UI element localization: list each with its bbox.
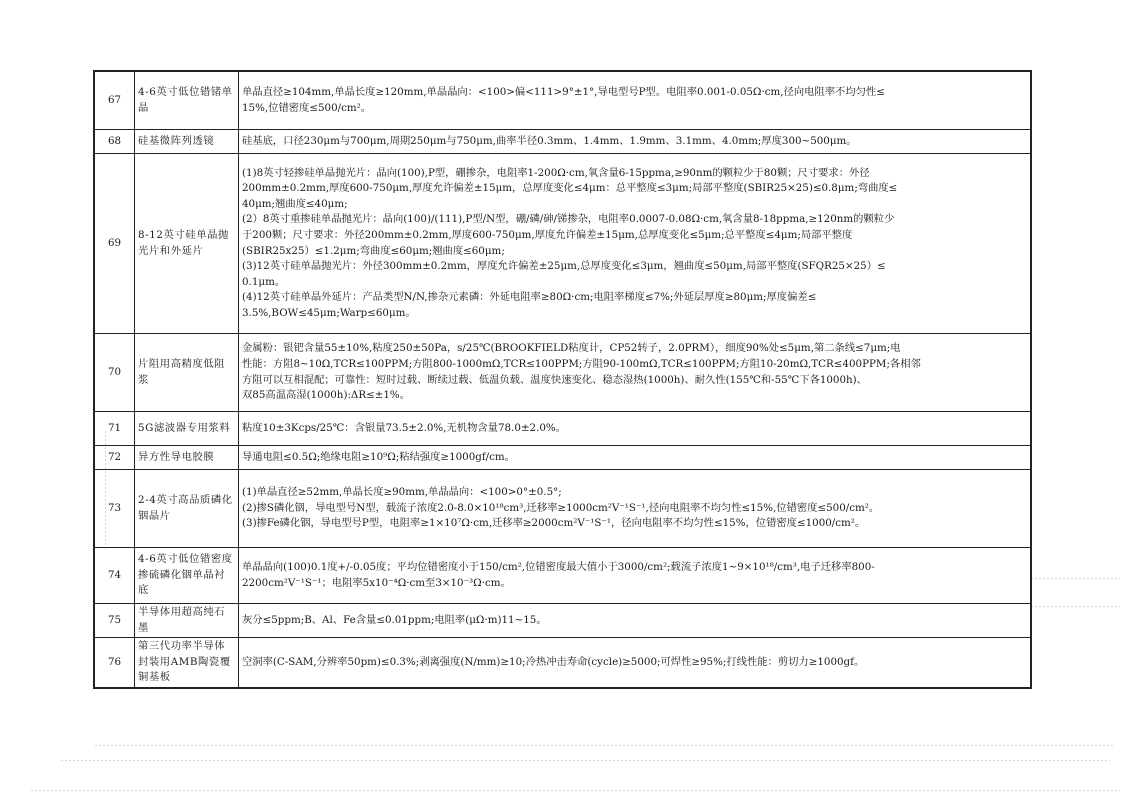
product-name: 5G滤波器专用浆料 xyxy=(135,412,239,446)
product-name: 片阻用高精度低阻浆 xyxy=(135,334,239,412)
specification-line: (4)12英寸硅单晶外延片：产品类型N/N,掺杂元素磷：外延电阻率≥80Ω·cm;电阻率梯度≤7%;外延层厚度≥80μm;厚度偏差≤ xyxy=(242,291,817,304)
specification-line: 灰分≤5ppm;B、Al、Fe含量≤0.01ppm;电阻率(μΩ·m)11~15。 xyxy=(242,613,547,626)
table-row xyxy=(95,412,1031,446)
spec-table-body xyxy=(95,72,1031,688)
scan-noise xyxy=(1030,578,1120,579)
scan-noise xyxy=(30,790,1120,791)
specification-line: 双85高温高湿(1000h):ΔR≤±1%。 xyxy=(242,389,411,402)
product-name: 8-12英寸硅单晶抛光片和外延片 xyxy=(135,154,239,334)
specification-line: 于200颗；尺寸要求：外径200mm±0.2mm,厚度600-750μm,厚度允许偏差±15μm,总厚度变化≤5μm;总平整度≤4μm;局部平整度 xyxy=(242,228,853,241)
specification-line: 性能：方阻8~10Ω,TCR≤100PPM;方阻800-1000mΩ,TCR≤100PPM;方阻90-100mΩ,TCR≤100PPM;方阻10-20mΩ,TCR≤400PPM;各相邻 xyxy=(242,357,921,370)
specification-line: 单晶直径≥104mm,单晶长度≥120mm,单晶晶向：<100>偏<111>9°±1°,导电型号P型。电阻率0.001-0.05Ω·cm,径向电阻率不均匀性≤ xyxy=(242,85,885,98)
specification-cell xyxy=(239,604,1031,638)
specification-line: 0.1μm。 xyxy=(242,275,286,288)
table-row xyxy=(95,548,1031,604)
product-name: 4-6英寸低位错锗单晶 xyxy=(135,72,239,130)
row-number: 75 xyxy=(95,604,135,638)
scan-noise xyxy=(60,760,1110,761)
table-row xyxy=(95,154,1031,334)
row-number: 70 xyxy=(95,334,135,412)
table-row xyxy=(95,334,1031,412)
specification-line: 方阻可以互相混配；可靠性：短时过载、断续过载、低温负载、温度快速变化、稳态湿热(1000h)、耐久性(155℃和-55℃下各1000h)、 xyxy=(242,373,867,386)
product-name: 半导体用超高纯石墨 xyxy=(135,604,239,638)
specification-cell xyxy=(239,446,1031,470)
specification-line: (1)单晶直径≥52mm,单晶长度≥90mm,单晶晶向：<100>0°±0.5°; xyxy=(242,486,562,499)
product-name: 2-4英寸高品质磷化铟晶片 xyxy=(135,470,239,548)
specification-line: 单晶晶向(100)0.1度+/-0.05度；平均位错密度小于150/cm²,位错密度最大值小于3000/cm²;载流子浓度1~9×10¹⁸/cm³,电子迁移率800- xyxy=(242,560,875,573)
specification-line: 40μm;翘曲度≤40μm; xyxy=(242,197,348,210)
table-row xyxy=(95,638,1031,688)
specification-line: 15%,位错密度≤500/cm²。 xyxy=(242,101,372,114)
scan-noise xyxy=(1030,606,1120,607)
row-number: 67 xyxy=(95,72,135,130)
row-number: 76 xyxy=(95,638,135,688)
product-name: 第三代功率半导体封装用AMB陶瓷覆铜基板 xyxy=(135,638,239,688)
specification-line: (2)掺S磷化铟，导电型号N型，载流子浓度2.0-8.0×10¹⁸cm³,迁移率≥1000cm²V⁻¹S⁻¹,径向电阻率不均匀性≤15%,位错密度≤500/cm²。 xyxy=(242,501,880,514)
scan-noise xyxy=(94,745,1114,746)
specification-cell xyxy=(239,72,1031,130)
row-number: 68 xyxy=(95,130,135,154)
specification-cell xyxy=(239,470,1031,548)
specification-line: 2200cm²V⁻¹S⁻¹；电阻率5x10⁻⁴Ω·cm至3×10⁻³Ω·cm。 xyxy=(242,576,511,589)
row-number: 74 xyxy=(95,548,135,604)
specification-cell xyxy=(239,154,1031,334)
table-row xyxy=(95,470,1031,548)
specification-cell xyxy=(239,334,1031,412)
specification-line: 导通电阻≤0.5Ω;绝缘电阻≥10⁹Ω;粘结强度≥1000gf/cm。 xyxy=(242,450,515,463)
specification-line: 空洞率(C-SAM,分辨率50pm)≤0.3%;剥离强度(N/mm)≥10;冷热冲击寿命(cycle)≥5000;可焊性≥95%;打线性能：剪切力≥1000gf。 xyxy=(242,655,865,668)
specification-cell xyxy=(239,548,1031,604)
table-row xyxy=(95,130,1031,154)
specification-line: 粘度10±3Kcps/25℃：含银量73.5±2.0%,无机物含量78.0±2.0%。 xyxy=(242,421,566,434)
specification-cell xyxy=(239,130,1031,154)
specification-cell xyxy=(239,638,1031,688)
specification-line: 金属粉：银钯含量55±10%,粘度250±50Pa，s/25℃(BROOKFIELD粘度计，CP52转子，2.0PRM），细度90%处≤5μm,第二条线≤7μm;电 xyxy=(242,342,901,355)
table-row xyxy=(95,446,1031,470)
table-row xyxy=(95,72,1031,130)
product-name: 异方性导电胶膜 xyxy=(135,446,239,470)
product-name: 4-6英寸低位错密度掺硫磷化铟单晶衬底 xyxy=(135,548,239,604)
specification-cell xyxy=(239,412,1031,446)
spec-table xyxy=(94,71,1031,688)
row-number: 71 xyxy=(95,412,135,446)
specification-line: 3.5%,BOW≤45μm;Warp≤60μm。 xyxy=(242,306,416,319)
specification-line: (SBIR25x25）≤1.2μm;弯曲度≤60μm;翘曲度≤60μm; xyxy=(242,244,505,257)
table-row xyxy=(95,604,1031,638)
specification-line: 硅基底，口径230μm与700μm,周期250μm与750μm,曲率半径0.3mm、1.4mm、1.9mm、3.1mm、4.0mm;厚度300~500μm。 xyxy=(242,134,857,147)
row-number: 73 xyxy=(95,470,135,548)
specification-line: (3)12英寸硅单晶抛光片：外径300mm±0.2mm，厚度允许偏差±25μm,总厚度变化≤3μm，翘曲度≤50μm,局部平整度(SFQR25×25）≤ xyxy=(242,260,886,273)
specification-line: (1)8英寸轻掺硅单晶抛光片：晶向(100),P型，硼掺杂，电阻率1-200Ω·cm,氧含量6-15ppma,≥90nm的颗粒少于80颗；尺寸要求：外径 xyxy=(242,166,870,179)
row-number: 72 xyxy=(95,446,135,470)
specification-line: (2）8英寸重掺硅单晶抛光片：晶向(100)/(111),P型/N型，硼/磷/砷/锑掺杂，电阻率0.0007-0.08Ω·cm,氧含量8-18ppma,≥120nm的颗粒少 xyxy=(242,213,895,226)
row-number: 69 xyxy=(95,154,135,334)
specification-line: (3)掺Fe磷化铟，导电型号P型，电阻率≥1×10⁷Ω·cm,迁移率≥2000cm²V⁻¹S⁻¹，径向电阻率不均匀性≤15%，位错密度≤1000/cm²。 xyxy=(242,517,866,530)
specification-line: 200mm±0.2mm,厚度600-750μm,厚度允许偏差±15μm，总厚度变化≤4μm：总平整度≤3μm;局部平整度(SBIR25×25)≤0.8μm;弯曲度≤ xyxy=(242,182,898,195)
product-name: 硅基微阵列透镜 xyxy=(135,130,239,154)
